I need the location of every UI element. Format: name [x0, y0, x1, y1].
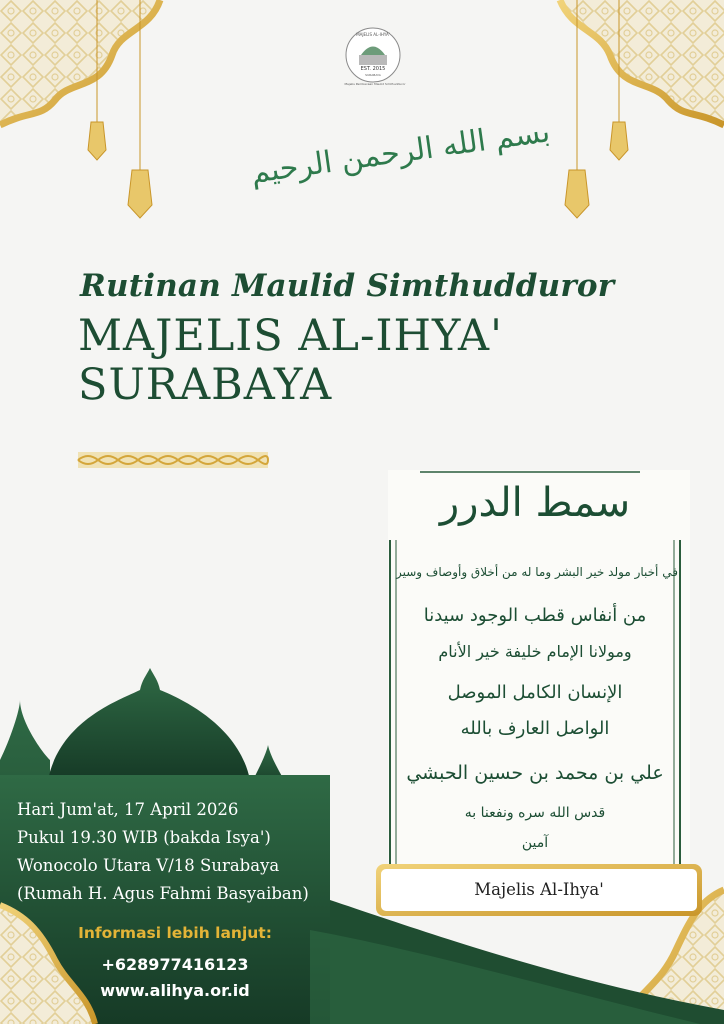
divider-ornament [78, 452, 268, 468]
event-details [17, 796, 347, 908]
manuscript-line: من أنفاس قطب الوجود سيدنا [423, 605, 647, 626]
event-day-date: Hari Jum'at, 17 April 2026 [17, 800, 239, 819]
title-line-1: MAJELIS AL-IHYA' [78, 311, 503, 361]
manuscript-line: قدس الله سره ونفعنا به [464, 805, 606, 821]
contact-website[interactable]: www.alihya.or.id [100, 981, 250, 1000]
contact-label: Informasi lebih lanjut: [78, 924, 272, 942]
logo-name: MAJELIS AL-IHYA' [356, 32, 390, 37]
logo-est: EST. 2015 [360, 66, 386, 72]
manuscript-line: الواصل العارف بالله [460, 718, 610, 739]
contact-phone[interactable]: +628977416123 [101, 955, 249, 974]
logo-city: SURABAYA [365, 73, 381, 77]
manuscript-line: علي بن محمد بن حسين الحبشي [406, 762, 664, 784]
manuscript-heading: سمط الدرر [439, 480, 631, 526]
corner-ornament-top-left [0, 0, 160, 125]
event-address: Wonocolo Utara V/18 Surabaya [17, 856, 280, 875]
event-time: Pukul 19.30 WIB (bakda Isya') [17, 828, 271, 847]
event-subtitle: Rutinan Maulid Simthudduror [80, 268, 615, 304]
manuscript-caption: Majelis Al-Ihya' [474, 880, 604, 899]
bismillah-calligraphy: بسم الله الرحمن الرحيم [248, 114, 553, 191]
event-host: (Rumah H. Agus Fahmi Basyaiban) [17, 884, 309, 903]
manuscript-line: في أخبار مولد خير البشر وما له من أخلاق وأوصاف وسير [396, 565, 678, 579]
corner-ornament-top-right [560, 0, 724, 125]
title-line-2: SURABAYA [78, 360, 333, 410]
logo-tagline: Majelis Pembacaan Maulid Simthudduror [344, 82, 406, 86]
manuscript-line: الإنسان الكامل الموصل [447, 682, 623, 703]
manuscript-line: آمين [521, 835, 549, 851]
page-title [78, 312, 638, 410]
manuscript-line: ومولانا الإمام خليفة خير الأنام [438, 642, 632, 661]
